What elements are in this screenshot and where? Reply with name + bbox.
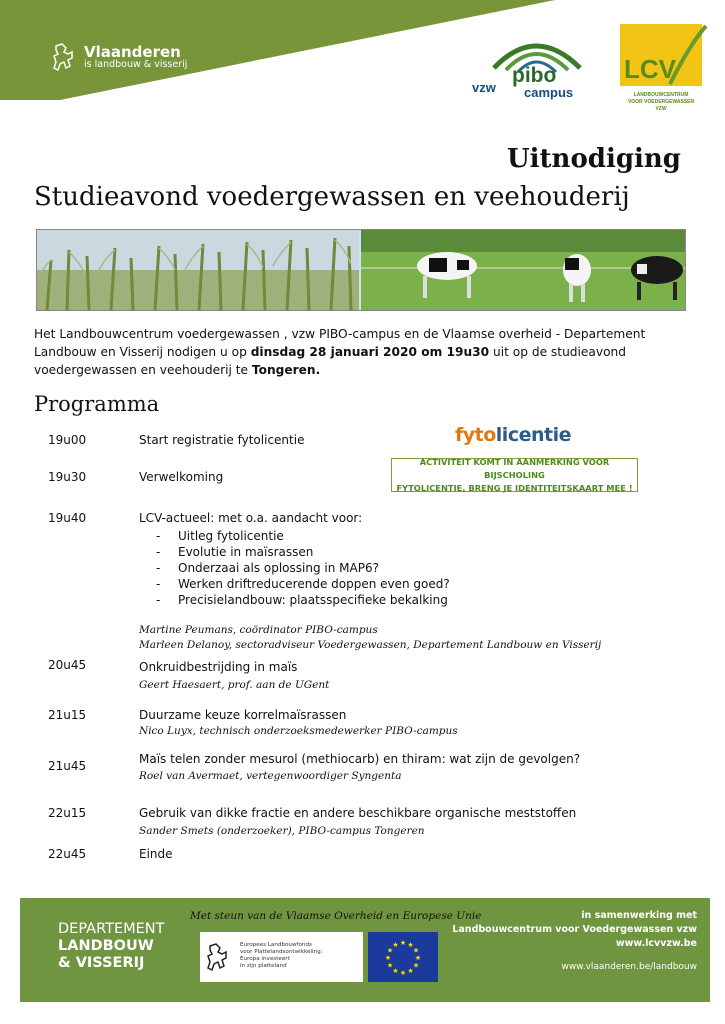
program-bullet-text: Onderzaai als oplossing in MAP6? (178, 561, 379, 575)
lcv-line1: LANDBOUWCENTRUM (633, 92, 689, 98)
pibo-campus-text: campus (524, 85, 574, 100)
intro-place: Tongeren. (251, 363, 321, 377)
eu-star-icon: ★ (392, 941, 399, 950)
program-time: 20u45 (48, 658, 87, 672)
program-speaker: Geert Haesaert, prof. aan de UGent (139, 679, 330, 691)
program-time: 21u45 (48, 759, 87, 773)
eu-line4: in zijn platteland (240, 963, 287, 969)
program-item: Gebruik van dikke fractie en andere beschikbare organische meststoffen (139, 806, 577, 820)
program-item: Maïs telen zonder mesurol (methiocarb) en thiram: wat zijn de gevolgen? (139, 752, 581, 766)
eu-flag-icon (368, 932, 438, 982)
support-text: Met steun van de Vlaamse Overheid en Europese Unie (190, 910, 482, 922)
program-heading: Programma (34, 392, 160, 416)
program-bullet-text: Precisielandbouw: plaatsspecifieke bekalking (178, 593, 448, 607)
flemish-lion-icon (206, 942, 230, 972)
lcv-line2: VOOR VOEDERGEWASSEN (627, 99, 695, 105)
dept-line2: LANDBOUW (58, 938, 154, 954)
intro-text-2: uit op de studieavond voedergewassen en veehouderij te (34, 345, 627, 377)
program-item: LCV-actueel: met o.a. aandacht voor: (139, 511, 363, 525)
dept-line1: DEPARTEMENT (58, 921, 165, 937)
fytolicentie-logo-a: fyto (455, 424, 496, 446)
vlaanderen-logo (52, 42, 187, 72)
intro-date: dinsdag 28 januari 2020 om 19u30 (250, 345, 490, 359)
program-item: Onkruidbestrijding in maïs (139, 660, 298, 674)
eu-star-icon: ★ (392, 966, 399, 975)
program-speaker: Marleen Delanoy, sectoradviseur Voedergewassen, Departement Landbouw en Visserij (139, 639, 602, 651)
program-item: Einde (139, 847, 173, 861)
program-bullet: - Onderzaai als oplossing in MAP6? (156, 561, 379, 575)
program-bullet: - Evolutie in maïsrassen (156, 545, 314, 559)
eu-star-icon: ★ (412, 946, 420, 955)
pibo-name-text: pibo (512, 64, 557, 87)
program-bullet-text: Evolutie in maïsrassen (178, 545, 314, 559)
program-time: 19u40 (48, 511, 87, 525)
program-item: Verwelkoming (139, 470, 224, 484)
eu-star-icon: ★ (412, 961, 420, 970)
eu-star-icon: ★ (399, 969, 407, 977)
lcv-line3: VZW (655, 106, 667, 112)
program-bullet: - Uitleg fytolicentie (156, 529, 284, 543)
program-bullet-text: Uitleg fytolicentie (178, 529, 284, 543)
corn-and-cows-image (37, 230, 685, 310)
vlaanderen-website-link[interactable]: www.vlaanderen.be/landbouw (561, 962, 697, 972)
eu-star-icon: ★ (407, 966, 414, 975)
program-speaker: Roel van Avermaet, vertegenwoordiger Syngenta (139, 770, 402, 782)
header-photo (36, 229, 686, 311)
program-time: 22u15 (48, 806, 87, 820)
eu-star-icon: ★ (407, 941, 414, 950)
eu-star-icon: ★ (386, 961, 394, 970)
eu-star-icon: ★ (384, 954, 392, 962)
page-title: Studieavond voedergewassen en veehouderij (34, 182, 630, 212)
collab-line1: in samenwerking met (581, 910, 697, 921)
pibo-campus-logo (472, 30, 600, 100)
fytolicentie-notice (391, 458, 638, 492)
lcv-website-link[interactable]: www.lcvvzw.be (615, 938, 697, 949)
intro-text-1: Het Landbouwcentrum voedergewassen , vzw PIBO-campus en de Vlaamse overheid - Departement Landbouw en Visserij nodigen u op (34, 327, 646, 359)
program-item: Duurzame keuze korrelmaïsrassen (139, 708, 347, 722)
program-item: Start registratie fytolicentie (139, 433, 305, 447)
invitation-heading: Uitnodiging (506, 144, 681, 174)
program-bullet-text: Werken driftreducerende doppen even goed? (178, 577, 450, 591)
program-speaker: Martine Peumans, coördinator PIBO-campus (139, 624, 378, 636)
vlaanderen-subtitle: is landbouw & visserij (84, 59, 188, 71)
program-time: 22u45 (48, 847, 87, 861)
eu-line1: Europees Landbouwfonds (240, 942, 312, 948)
fytolicentie-logo-b: licentie (495, 424, 571, 446)
eu-line3: Europa investeert (240, 956, 290, 962)
intro-paragraph (34, 325, 704, 379)
lcv-logo (620, 24, 708, 114)
lcv-abbr-text: LCV (624, 54, 676, 84)
fytolicentie-logo (455, 424, 571, 446)
program-speaker: Nico Luyx, technisch onderzoeksmedewerker PIBO-campus (139, 725, 458, 737)
fytolicentie-notice-line2: FYTOLICENTIE, BRENG JE IDENTITEITSKAART MEE ! (396, 482, 633, 493)
pibo-vzw-text: vzw (472, 80, 496, 95)
eu-star-icon: ★ (399, 939, 407, 947)
eu-fund-logo (200, 932, 363, 982)
program-time: 19u00 (48, 433, 87, 447)
program-time: 19u30 (48, 470, 87, 484)
collab-line2: Landbouwcentrum voor Voedergewassen vzw (452, 924, 697, 935)
eu-star-icon: ★ (386, 946, 394, 955)
program-time: 21u15 (48, 708, 87, 722)
fytolicentie-notice-line1: ACTIVITEIT KOMT IN AANMERKING VOOR BIJSCHOLING (419, 456, 610, 480)
vlaanderen-name: Vlaanderen (84, 42, 181, 61)
program-speaker: Sander Smets (onderzoeker), PIBO-campus Tongeren (139, 825, 425, 837)
program-bullet: - Precisielandbouw: plaatsspecifieke bekalking (156, 593, 448, 607)
program-bullet: - Werken driftreducerende doppen even goed? (156, 577, 450, 591)
eu-star-icon: ★ (414, 954, 422, 962)
departement-logo (58, 921, 164, 972)
flemish-lion-icon (52, 42, 76, 72)
eu-line2: voor Plattelandsontwikkeling: (240, 949, 323, 955)
dept-line3: & VISSERIJ (58, 955, 145, 971)
